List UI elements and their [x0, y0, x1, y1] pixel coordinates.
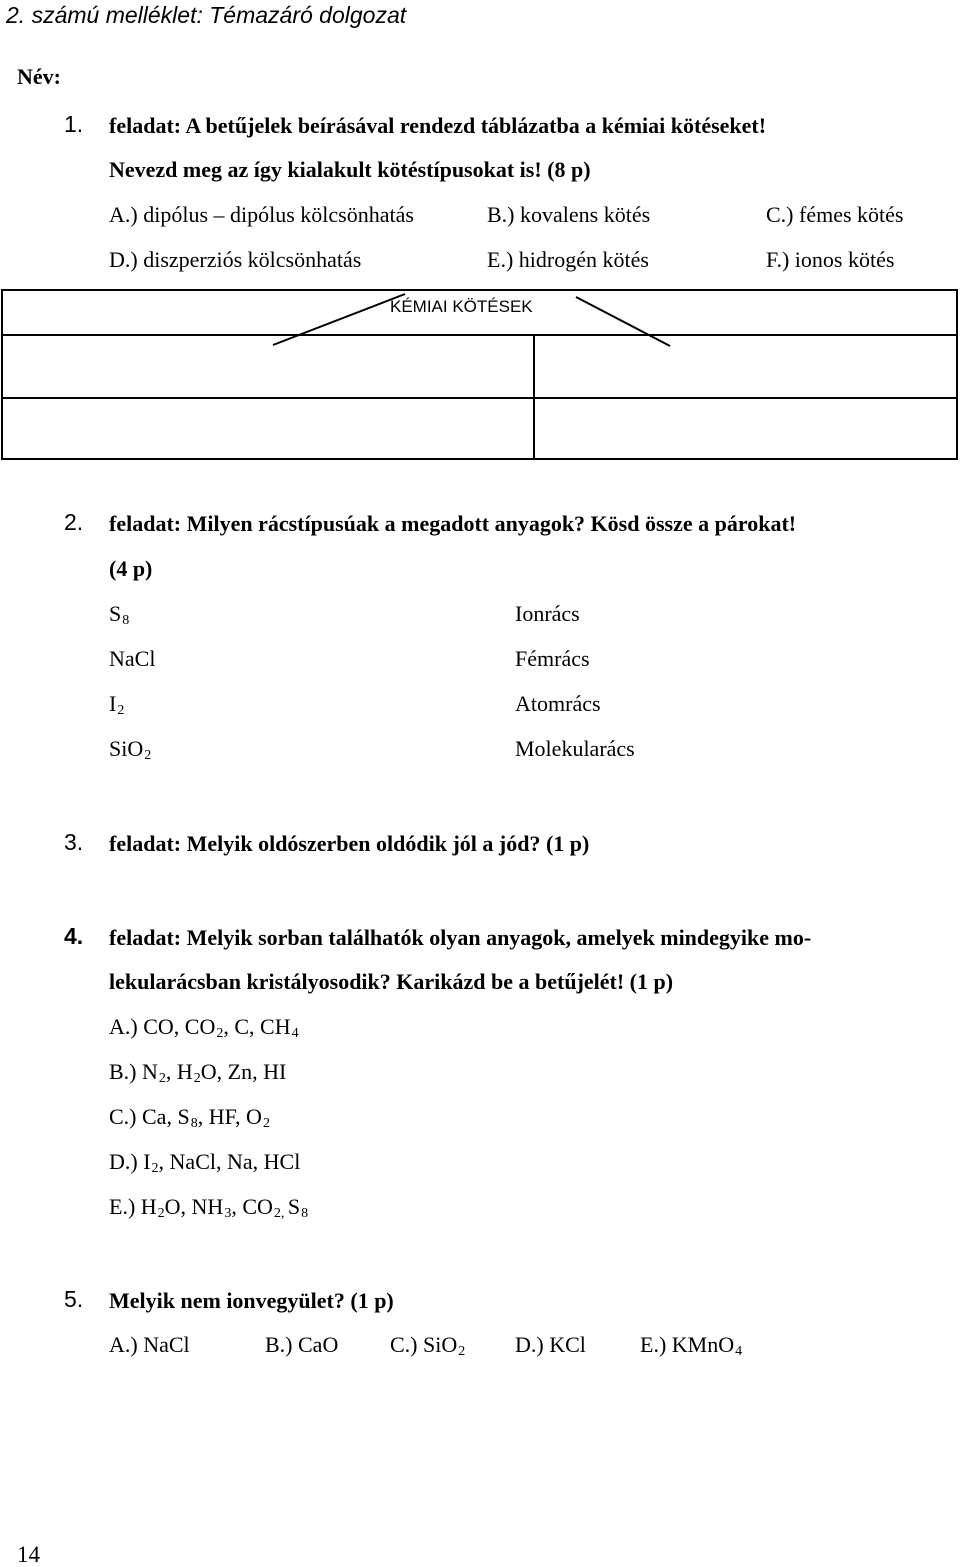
- task2-lattice-1: Ionrács: [515, 601, 580, 626]
- task2-lattice-3: Atomrács: [515, 691, 601, 716]
- task2-substance-2: NaCl: [109, 646, 156, 671]
- task1-option-b: B.) kovalens kötés: [487, 202, 651, 227]
- table-header-diagonal-lines: [0, 0, 960, 400]
- task5-option-c[interactable]: C.) SiO$_2$: [390, 1332, 466, 1359]
- task4-option-a[interactable]: A.) CO, $CO_2$, C, $CH_4$: [109, 1014, 299, 1041]
- task3-line: feladat: Melyik oldószerben oldódik jól a jód? (1 p): [109, 831, 590, 856]
- task5-line: Melyik nem ionvegyület? (1 p): [109, 1288, 394, 1313]
- task1-option-d: D.) diszperziós kölcsönhatás: [109, 247, 362, 272]
- page-number: 14: [17, 1542, 40, 1567]
- task1-line2: Nevezd meg az így kialakult kötéstípusokat is! (8 p): [109, 157, 591, 182]
- task2-lattice-4: Molekularács: [515, 736, 635, 761]
- table-header-label: KÉMIAI KÖTÉSEK: [390, 297, 533, 316]
- task1-option-f: F.) ionos kötés: [766, 247, 895, 272]
- task2-substance-3: $I_2$: [109, 691, 125, 718]
- task5-option-d[interactable]: D.) KCl: [515, 1332, 586, 1357]
- task2-line1: feladat: Milyen rácstípusúak a megadott anyagok? Kösd össze a párokat!: [109, 511, 797, 536]
- task3-number: 3.: [64, 829, 84, 855]
- task1-option-c: C.) fémes kötés: [766, 202, 904, 227]
- task2-substance-4: SiO$_2$: [109, 736, 152, 763]
- task4-number: 4.: [64, 923, 84, 949]
- page-title: 2. számú melléklet: Témazáró dolgozat: [6, 2, 407, 28]
- task4-option-c[interactable]: C.) Ca, $S_8$, HF, $O_2$: [109, 1104, 270, 1131]
- task4-option-d[interactable]: D.) $I_2$, NaCl, Na, HCl: [109, 1149, 301, 1176]
- task5-option-e[interactable]: E.) KMnO$_4$: [640, 1332, 743, 1359]
- task2-lattice-2: Fémrács: [515, 646, 590, 671]
- task4-line2: lekularácsban kristályosodik? Karikázd be a betűjelét! (1 p): [109, 969, 674, 994]
- table-border-bottom: [1, 458, 958, 460]
- task5-option-a[interactable]: A.) NaCl: [109, 1332, 190, 1357]
- task2-number: 2.: [64, 509, 84, 535]
- task4-option-b[interactable]: B.) $N_2$, $H_2O$, Zn, HI: [109, 1059, 287, 1086]
- task1-line1: feladat: A betűjelek beírásával rendezd táblázatba a kémiai kötéseket!: [109, 113, 767, 138]
- task1-number: 1.: [64, 111, 84, 137]
- task5-number: 5.: [64, 1286, 84, 1312]
- task5-option-b[interactable]: B.) CaO: [265, 1332, 339, 1357]
- task4-option-e[interactable]: E.) $H_2O$, $NH_3$, $CO_{2,}$ $S_8$: [109, 1194, 309, 1221]
- task1-option-a: A.) dipólus – dipólus kölcsönhatás: [109, 202, 414, 227]
- name-label: Név:: [17, 64, 61, 89]
- task1-option-e: E.) hidrogén kötés: [487, 247, 649, 272]
- task4-line1: feladat: Melyik sorban találhatók olyan anyagok, amelyek mindegyike mo-: [109, 925, 812, 950]
- task2-line2: (4 p): [109, 556, 153, 581]
- task2-substance-1: $S_8$: [109, 601, 130, 628]
